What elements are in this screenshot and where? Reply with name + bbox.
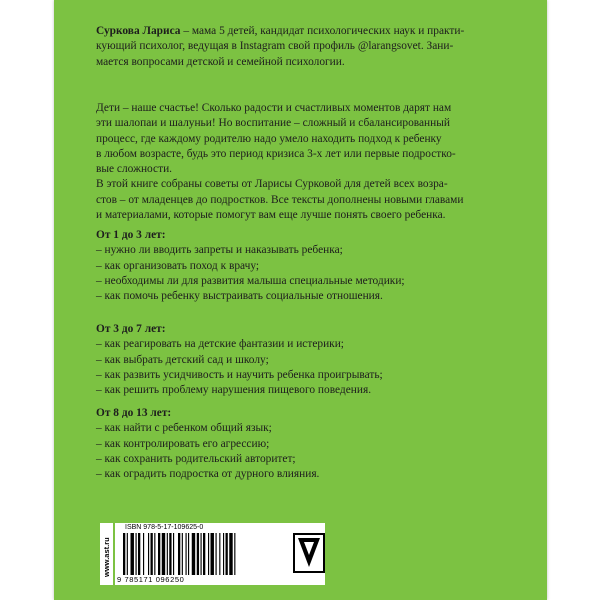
section-item: – как оградить подростка от дурного влияния. <box>96 468 320 481</box>
intro-text <box>96 101 516 223</box>
author-bio <box>96 24 516 70</box>
section-title: От 1 до 3 лет: <box>96 229 166 241</box>
section-item: – нужно ли вводить запреты и наказывать ребенка; <box>96 244 343 257</box>
isbn-label: ISBN 978-5-17-109625-0 <box>125 524 204 531</box>
intro-line: Дети – наше счастье! Сколько радости и счастливых моментов дарят нам <box>96 102 452 114</box>
barcode-panel <box>100 523 340 585</box>
section-item: – как решить проблему нарушения пищевого поведения. <box>96 384 372 397</box>
intro-line: и материалами, которые помогут вам еще лучше понять своего ребенка. <box>96 209 446 222</box>
publisher-site: www.ast.ru <box>102 537 111 577</box>
author-bio-line-1: Суркова Лариса – мама 5 детей, кандидат психологических наук и практи- <box>96 25 465 37</box>
intro-line: В этой книге собраны советы от Ларисы Сурковой для детей всех возра- <box>96 178 448 191</box>
author-bio-line-2: кующий психолог, ведущая в Instagram свой профиль @larangsovet. Зани- <box>96 40 454 53</box>
intro-line: стов – от младенцев до подростков. Все тексты дополнены новыми главами <box>96 193 464 206</box>
barcode-icon <box>123 533 273 575</box>
section-item: – как сохранить родительский авторитет; <box>96 452 296 465</box>
intro-line: эти шалопаи и шалуньи! Но воспитание – сложный и сбалансированный <box>96 117 450 130</box>
section-3-7 <box>96 322 516 398</box>
publisher-site-strip <box>100 523 113 585</box>
barcode-box <box>115 523 325 585</box>
section-1-3 <box>96 228 516 304</box>
section-item: – как выбрать детский сад и школу; <box>96 353 269 366</box>
section-item: – как организовать поход к врачу; <box>96 259 260 272</box>
author-name: Суркова Лариса <box>96 25 181 37</box>
intro-line: вые сложности. <box>96 163 173 176</box>
publisher-v-logo-icon <box>293 533 325 573</box>
section-item: – необходимы ли для развития малыша специальные методики; <box>96 274 405 287</box>
section-item: – как найти с ребенком общий язык; <box>96 422 272 435</box>
section-item: – как реагировать на детские фантазии и истерики; <box>96 338 344 351</box>
intro-line: процесс, где каждому родителю надо умело находить подход к ребенку <box>96 132 442 145</box>
section-item: – как контролировать его агрессию; <box>96 437 270 450</box>
section-title: От 3 до 7 лет: <box>96 323 166 335</box>
section-8-13 <box>96 406 516 482</box>
author-bio-line-3: мается вопросами детской и семейной психологии. <box>96 55 345 68</box>
intro-line: в любом возрасте, будь это период кризиса 3-х лет или первые подростко- <box>96 147 456 160</box>
section-item: – как помочь ребенку выстраивать социальные отношения. <box>96 290 383 303</box>
ean-number: 9 785171 096250 <box>117 575 185 584</box>
back-cover <box>54 0 547 600</box>
section-title: От 8 до 13 лет: <box>96 407 172 419</box>
section-item: – как развить усидчивость и научить ребенка проигрывать; <box>96 368 383 381</box>
